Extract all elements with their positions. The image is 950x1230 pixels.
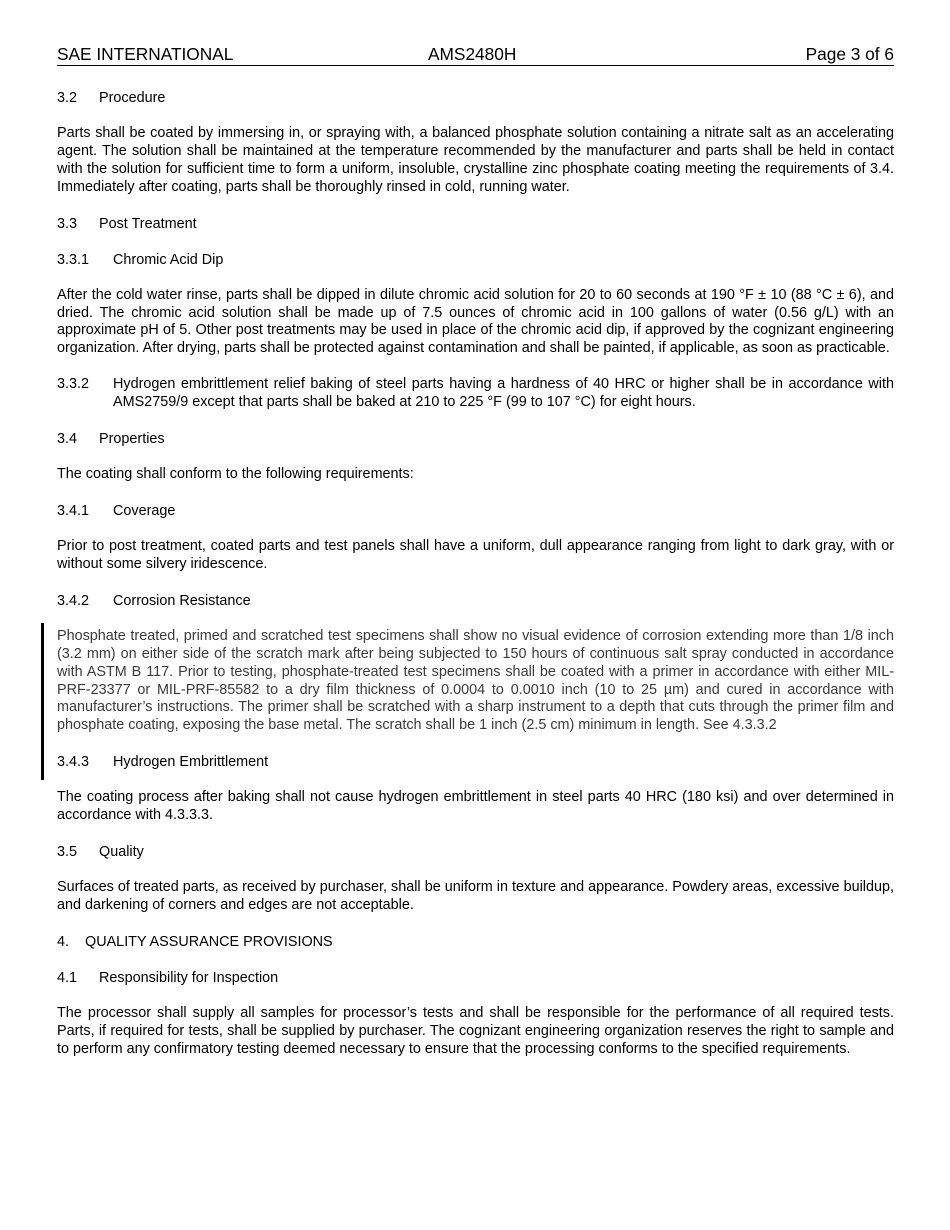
header-doc-number: AMS2480H — [428, 44, 517, 64]
revision-bar — [41, 623, 44, 780]
section-heading — [57, 430, 894, 448]
section-heading — [57, 843, 894, 861]
section-title: Procedure — [99, 90, 166, 106]
section-paragraph: The processor shall supply all samples for processor’s tests and shall be responsible for the performance of all required tests. Parts, if required for tests, shall be supplied by purchaser. The cognizant engineering organization reserves the right to sample and to perform any confirmatory testing deemed necessary to ensure that the processing conforms to the specified requirements. — [57, 1004, 894, 1057]
section-paragraph: The coating process after baking shall not cause hydrogen embrittlement in steel parts 40 HRC (180 ksi) and over determined in accordance with 4.3.3.3. — [57, 789, 894, 824]
section-number: 3.4.3 — [57, 754, 90, 771]
numbered-clause — [57, 376, 894, 412]
section-number: 3.3 — [57, 215, 78, 232]
section-paragraph: Prior to post treatment, coated parts and test panels shall have a uniform, dull appearance ranging from light to dark gray, with or without some silvery iridescence. — [57, 537, 894, 572]
clause-text: Hydrogen embrittlement relief baking of steel parts having a hardness of 40 HRC or higher shall be in accordance with AMS2759/9 except that parts shall be baked at 210 to 225 °F (99 to 107 °C) for eight hours. — [113, 376, 894, 411]
section-heading — [57, 89, 894, 107]
section-number: 3.2 — [57, 90, 78, 106]
section-paragraph: Surfaces of treated parts, as received by purchaser, shall be uniform in texture and appearance. Powdery areas, excessive buildup, and darkening of corners and edges are not acceptable. — [57, 879, 894, 913]
section-heading — [57, 215, 894, 233]
section-title: Hydrogen Embrittlement — [113, 754, 269, 771]
section-number: 3.4.1 — [57, 502, 90, 519]
section-title: Corrosion Resistance — [113, 592, 251, 609]
section-title: Quality — [99, 844, 144, 861]
section-number: 3.3.1 — [57, 251, 90, 268]
document-body — [57, 89, 894, 1077]
section-title: Chromic Acid Dip — [113, 251, 224, 268]
section-number: 3.4 — [57, 431, 78, 448]
section-heading — [57, 251, 894, 269]
section-heading — [57, 502, 894, 520]
section-number: 3.3.2 — [57, 376, 90, 393]
page-header — [57, 44, 894, 66]
section-heading — [57, 969, 894, 987]
header-org: SAE INTERNATIONAL — [57, 44, 234, 64]
section-paragraph: Parts shall be coated by immersing in, or spraying with, a balanced phosphate solution containing a nitrate salt as an accelerating agent. The solution shall be maintained at the temperature recommended by the manufacturer and parts shall be held in contact with the solution for sufficient time to form a uniform, insoluble, crystalline zinc phosphate coating meeting the requirements of 3.4. Immediately after coating, parts shall be thoroughly rinsed in cold, running water. — [57, 125, 894, 195]
section-title: Responsibility for Inspection — [99, 969, 279, 986]
section-paragraph: After the cold water rinse, parts shall be dipped in dilute chromic acid solution for 20 to 60 seconds at 190 °F ± 10 (88 °C ± 6), and dried. The chromic acid solution shall be made up of 7.5 ounces of chromic acid in 100 gallons of water (0.56 g/L) with an approximate pH of 5. Other post treatments may be used in place of the chromic acid dip, if approved by the cognizant engineering organization. After drying, parts shall be protected against contamination and shall be painted, if applicable, as soon as practicable. — [57, 286, 894, 357]
section-number: 4. — [57, 933, 70, 950]
section-number: 3.5 — [57, 844, 78, 861]
section-title: Post Treatment — [99, 215, 197, 232]
section-number: 3.4.2 — [57, 592, 90, 609]
section-paragraph: The coating shall conform to the following requirements: — [57, 466, 414, 483]
section-title: Coverage — [113, 502, 176, 519]
section-heading — [57, 753, 894, 771]
header-page-number: Page 3 of 6 — [805, 44, 894, 64]
section-paragraph-revised: Phosphate treated, primed and scratched test specimens shall show no visual evidence of corrosion extending more than 1/8 inch (3.2 mm) on either side of the scratch mark after being subjected to 150 hours of continuous salt spray conducted in accordance with ASTM B 117. Prior to testing, phosphate-treated test specimens shall be coated with a primer in accordance with either MIL-PRF-23377 or MIL-PRF-85582 to a dry film thickness of 0.0004 to 0.0010 inch (10 to 25 µm) and cured in accordance with manufacturer’s instructions. The primer shall be scratched with a sharp instrument to a depth that cuts through the primer film and phosphate coating, exposing the base metal. The scratch shall be 1 inch (2.5 cm) minimum in length. See 4.3.3.2 — [57, 627, 894, 734]
section-heading — [57, 933, 894, 951]
section-heading — [57, 592, 894, 610]
section-title: QUALITY ASSURANCE PROVISIONS — [85, 933, 333, 950]
section-number: 4.1 — [57, 969, 78, 986]
section-title: Properties — [99, 431, 165, 448]
